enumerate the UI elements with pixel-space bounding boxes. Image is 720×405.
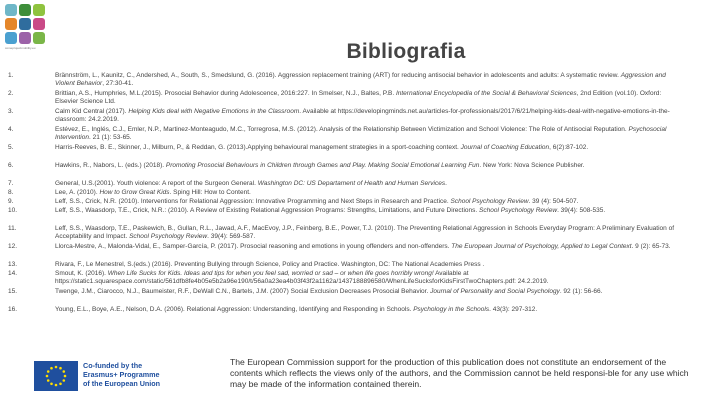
disclaimer-text: The European Commission support for the production of this publication does not constitute an endorsement of the contents which reflects the views only of the authors, and the Commission cannot be held responsi-ble for any use which may be made of the information contained therein. [230, 357, 689, 389]
logo-caption: comeprojectmobility.eu [5, 46, 36, 50]
reference-number: 6. [8, 162, 14, 169]
eu-star-icon [55, 366, 58, 369]
reference-number: 11. [8, 225, 17, 232]
eu-star-icon [50, 382, 53, 385]
reference-number: 8. [8, 189, 14, 196]
reference-text: Leff, S.S., Crick, N.R. (2010). Interventions for Relational Aggression: Innovative Programming and Next Steps in Research and Practice. School Psychology Review. 39 (4): 504-507. [55, 198, 579, 205]
eu-star-icon [47, 379, 50, 382]
reference-number: 13. [8, 261, 18, 268]
eu-logo-line2: Erasmus+ Programme [83, 370, 160, 379]
reference-number: 14. [8, 270, 18, 277]
reference-text: Calm Kid Central (2017). Helping Kids deal with Negative Emotions in the Classroom. Available at https://developingminds.net.au/articles-for-professionals/2017/6/21/helping-kids-deal-with-negative-emotions-in-the-classroom: 24.2.2019. [55, 108, 670, 123]
reference-number: 1. [8, 72, 14, 79]
reference-number: 3. [8, 108, 14, 115]
reference-text: Smout, K. (2016). When Life Sucks for Kids. Ideas and tips for when you feel sad, worried or sad – or when life goes horribly wrong! Available at https://static1.squarespace.com/static/561dfb8fe4b05e5b2a96e190/t/56a0a23ea4b03f43f2a1162a/1437188896580/WhenLifeSucksforKidsFirstTwoChapters.pdf: 24.2.2019. [55, 270, 549, 285]
reference-text: Leff, S.S., Waasdorp, T.E., Paskewich, B., Gullan, R.L., Jawad, A.F., MacEvoy, J.P., Feinberg, B.E., Power, T.J. (2010). The Preventing Relational Aggression in Schools Everyday Program: A Preliminary Evaluation of Acceptability and Impact. School Psychology Review. 39(4): 569-587. [55, 225, 675, 240]
reference-text: Brännström, L., Kaunitz, C., Andershed, A., South, S., Smedslund, G. (2016). Aggression replacement training (ART) for reducing antisocial behavior in adolescents and adults: A systematic review. Aggression and Violent Behavior, 27:30-41. [55, 72, 666, 87]
eu-erasmus-logo [34, 361, 189, 399]
eu-star-icon [59, 367, 62, 370]
reference-text: Hawkins, R., Nabors, L. (eds.) (2018). Promoting Prosocial Behaviours in Children through Games and Play. Making Social Emotional Learning Fun. New York: Nova Science Publisher. [55, 162, 585, 169]
eu-logo-line3: of the European Union [83, 379, 161, 388]
eu-star-icon [62, 379, 65, 382]
eu-star-icon [59, 382, 62, 385]
reference-number: 4. [8, 126, 14, 133]
reference-number: 15. [8, 288, 18, 295]
reference-number: 12. [8, 243, 18, 250]
reference-text: Leff, S.S., Waasdorp, T.E., Crick, N.R.: (2010). A Review of Existing Relational Aggression Programs: Strengths, Limitations, and Future Directions. School Psychology Review. 39(4): 508-535. [55, 207, 606, 214]
eu-flag-icon [34, 361, 78, 391]
reference-text: Harris-Reeves, B. E., Skinner, J., Milburn, P., & Reddan, G. (2013).Applying behavioural management strategies in a sport-coaching context. Journal of Coaching Education, 6(2):87-102. [55, 144, 589, 151]
eu-star-icon [55, 384, 58, 387]
reference-text: Estévez, E., Inglés, C.J., Emler, N.P., Martinez-Monteagudo, M.C., Torregrosa, M.S. (2012). Analysis of the Relationship Between Victimization and School Violence: The Role of Antisocial Reputation. Psychosocial Intervention. 21 (1): 53-65. [55, 126, 667, 141]
page-title-text: Bibliografia [346, 40, 466, 63]
reference-text: Twenge, J.M., Ciarocco, N.J., Baumeister, R.F., DeWall C.N., Bartels, J.M. (2007) Social Exclusion Decreases Prosocial Behavior. Journal of Personality and Social Psychology. 92 (1): 56-66. [55, 288, 603, 295]
reference-number: 10. [8, 207, 18, 214]
reference-number: 5. [8, 144, 14, 151]
eu-star-icon [62, 370, 65, 373]
reference-text: General, U.S.(2001). Youth violence: A report of the Surgeon General. Washington DC: US Departament of Health and Human Services. [55, 180, 447, 187]
eu-star-icon [50, 367, 53, 370]
reference-number: 9. [8, 198, 14, 205]
reference-number: 16. [8, 306, 18, 313]
eu-logo-text [83, 361, 160, 388]
eu-star-icon [46, 375, 49, 378]
eu-star-icon [47, 370, 50, 373]
eu-logo-line1: Co-funded by the [83, 361, 143, 370]
reference-text: Brittian, A.S., Humphries, M.L.(2015). Prosocial Behavior during Adolescence, 2016:227. In Smelser, N.J., Baltes, P.B. International Encyclopedia of the Social & Behavioral Sciences, 2nd Edition (vol.10). Oxford: Elsevier Science Ltd. [55, 90, 662, 105]
reference-number: 2. [8, 90, 14, 97]
reference-text: Lee, A. (2010). How to Grow Great Kids. Sping Hill: How to Content. [55, 189, 251, 196]
reference-number: 7. [8, 180, 14, 187]
reference-text: Llorca-Mestre, A., Malonda-Vidal, E., Samper-García, P. (2017). Prosocial reasoning and emotions in young offenders and non-offenders. The European Journal of Psychology, Applied to Legal Context. 9 (2): 65-73. [55, 243, 671, 250]
eu-star-icon [64, 375, 67, 378]
reference-text: Rivara, F., Le Menestrel, S.(eds.) (2016). Preventing Bullying through Science, Policy and Practice. Washington, DC: The National Academies Press . [55, 261, 485, 268]
reference-text: Young, E.L., Boye, A.E., Nelson, D.A. (2006). Relational Aggression: Understanding, Identifying and Responding in Schools. Psychology in the Schools. 43(3): 297-312. [55, 306, 538, 313]
